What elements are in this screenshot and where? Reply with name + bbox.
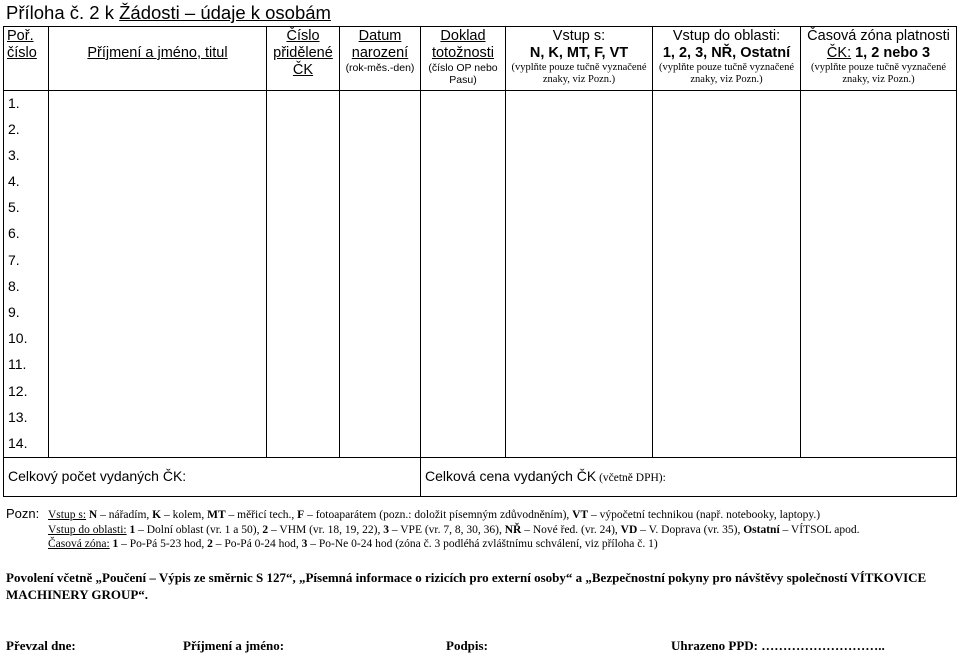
table-cell[interactable] [801, 405, 957, 431]
totals-row [4, 457, 957, 496]
header-zona: Časová zóna platnosti ČK: 1, 2 nebo 3 (vyplňte pouze tučně vyznačené znaky, viz Pozn.) [801, 27, 957, 91]
table-row [4, 117, 957, 143]
table-cell[interactable] [421, 274, 506, 300]
row-number: 5. [4, 195, 49, 221]
table-cell[interactable] [267, 352, 340, 378]
table-cell[interactable] [49, 91, 267, 117]
table-cell[interactable] [506, 169, 653, 195]
table-cell[interactable] [340, 431, 421, 457]
table-cell[interactable] [653, 169, 801, 195]
received-name-label: Příjmení a jméno: [183, 638, 285, 653]
permission-text: Povolení včetně „Poučení – Výpis ze směrnic S 127“, „Písemná informace o rizicích pro externí osoby“ a „Bezpečnostní pokyny pro návštěvy společností VÍTKOVICE MACHINERY GROUP“. [6, 570, 927, 602]
header-birth: Datum narození (rok-měs.-den) [340, 27, 421, 91]
table-row [4, 300, 957, 326]
table-row [4, 195, 957, 221]
table-cell[interactable] [340, 274, 421, 300]
notes-label: Pozn: [6, 506, 40, 521]
table-cell[interactable] [506, 379, 653, 405]
table-cell[interactable] [340, 326, 421, 352]
table-cell[interactable] [340, 300, 421, 326]
table-cell[interactable] [801, 91, 957, 117]
table-cell[interactable] [340, 143, 421, 169]
table-cell[interactable] [421, 431, 506, 457]
table-cell[interactable] [653, 379, 801, 405]
row-number: 8. [4, 274, 49, 300]
table-cell[interactable] [653, 352, 801, 378]
table-cell[interactable] [506, 117, 653, 143]
table-cell[interactable] [801, 300, 957, 326]
table-cell[interactable] [49, 274, 267, 300]
table-cell[interactable] [506, 405, 653, 431]
table-cell[interactable] [340, 379, 421, 405]
signature-label: Podpis: [446, 638, 488, 653]
table-row [4, 143, 957, 169]
table-cell[interactable] [506, 431, 653, 457]
table-cell[interactable] [421, 379, 506, 405]
table-cell[interactable] [49, 352, 267, 378]
table-cell[interactable] [267, 274, 340, 300]
table-cell[interactable] [340, 91, 421, 117]
table-cell[interactable] [653, 143, 801, 169]
table-cell[interactable] [267, 195, 340, 221]
table-cell[interactable] [340, 352, 421, 378]
header-ck: Číslo přidělené ČK [267, 27, 340, 91]
table-row [4, 248, 957, 274]
table-cell[interactable] [340, 221, 421, 247]
table-cell[interactable] [801, 352, 957, 378]
row-number: 6. [4, 221, 49, 247]
table-cell[interactable] [506, 300, 653, 326]
header-doc: Doklad totožnosti (číslo OP nebo Pasu) [421, 27, 506, 91]
total-count-cell[interactable]: Celkový počet vydaných ČK: [4, 457, 421, 496]
table-cell[interactable] [653, 117, 801, 143]
table-cell[interactable] [49, 169, 267, 195]
row-number: 14. [4, 431, 49, 457]
table-cell[interactable] [340, 117, 421, 143]
table-cell[interactable] [421, 169, 506, 195]
table-cell[interactable] [267, 326, 340, 352]
note-oblast: Vstup do oblasti: 1 – Dolní oblast (vr. 1 a 50), 2 – VHM (vr. 18, 19, 22), 3 – VPE (vr. 7, 8, 30, 36), NŘ – Nové řed. (vr. 24), VD – V. Doprava (vr. 35), Ostatní – VÍTSOL apod. [48, 523, 860, 536]
table-cell[interactable] [421, 195, 506, 221]
table-cell[interactable] [421, 117, 506, 143]
table-cell[interactable] [506, 326, 653, 352]
table-row [4, 274, 957, 300]
table-cell[interactable] [801, 195, 957, 221]
table-cell[interactable] [421, 352, 506, 378]
table-row [4, 405, 957, 431]
table-cell[interactable] [421, 326, 506, 352]
table-cell[interactable] [49, 117, 267, 143]
header-por: Poř. číslo [4, 27, 49, 91]
table-cell[interactable] [267, 379, 340, 405]
paid-label: Uhrazeno PPD: ……………………….. [671, 638, 885, 653]
table-cell[interactable] [653, 326, 801, 352]
table-row [4, 326, 957, 352]
table-cell[interactable] [506, 248, 653, 274]
table-cell[interactable] [801, 143, 957, 169]
header-row [4, 27, 957, 91]
table-cell[interactable] [506, 143, 653, 169]
table-cell[interactable] [49, 300, 267, 326]
table-cell[interactable] [801, 248, 957, 274]
header-oblast: Vstup do oblasti: 1, 2, 3, NŘ, Ostatní (vyplňte pouze tučně vyznačené znaky, viz Pozn.) [653, 27, 801, 91]
table-cell[interactable] [267, 169, 340, 195]
row-number: 10. [4, 326, 49, 352]
received-date-label: Převzal dne: [6, 638, 76, 653]
table-cell[interactable] [340, 169, 421, 195]
table-row [4, 91, 957, 117]
table-cell[interactable] [801, 221, 957, 247]
table-cell[interactable] [506, 195, 653, 221]
table-cell[interactable] [801, 431, 957, 457]
table-cell[interactable] [801, 117, 957, 143]
table-cell[interactable] [267, 300, 340, 326]
note-vstup: Vstup s: N – nářadím, K – kolem, MT – měřicí tech., F – fotoaparátem (pozn.: doložit písemným zdůvodněním), VT – výpočetní technikou (např. notebooky, laptopy.) [48, 509, 821, 521]
row-number: 13. [4, 405, 49, 431]
table-cell[interactable] [49, 143, 267, 169]
table-cell[interactable] [421, 221, 506, 247]
table-cell[interactable] [653, 274, 801, 300]
table-row [4, 352, 957, 378]
table-cell[interactable] [267, 405, 340, 431]
table-cell[interactable] [421, 405, 506, 431]
table-cell[interactable] [267, 117, 340, 143]
table-cell[interactable] [49, 221, 267, 247]
persons-table [3, 26, 957, 497]
table-cell[interactable] [267, 221, 340, 247]
table-cell[interactable] [801, 274, 957, 300]
header-name: Příjmení a jméno, titul [49, 27, 267, 91]
table-cell[interactable] [653, 300, 801, 326]
table-cell[interactable] [653, 431, 801, 457]
table-cell[interactable] [653, 221, 801, 247]
table-cell[interactable] [421, 143, 506, 169]
row-number: 9. [4, 300, 49, 326]
table-cell[interactable] [506, 274, 653, 300]
table-cell[interactable] [267, 431, 340, 457]
table-cell[interactable] [653, 91, 801, 117]
table-cell[interactable] [49, 248, 267, 274]
document-title: Příloha č. 2 k Žádosti – údaje k osobám [6, 2, 331, 23]
table-cell[interactable] [653, 405, 801, 431]
table-cell[interactable] [267, 143, 340, 169]
table-cell[interactable] [506, 221, 653, 247]
table-cell[interactable] [267, 248, 340, 274]
table-cell[interactable] [506, 91, 653, 117]
table-row [4, 431, 957, 457]
row-number: 3. [4, 143, 49, 169]
table-row [4, 221, 957, 247]
table-cell[interactable] [801, 379, 957, 405]
total-price-cell[interactable]: Celková cena vydaných ČK (včetně DPH): [421, 457, 957, 496]
row-number: 12. [4, 379, 49, 405]
table-cell[interactable] [801, 326, 957, 352]
table-cell[interactable] [653, 248, 801, 274]
table-row [4, 169, 957, 195]
table-cell[interactable] [49, 326, 267, 352]
row-number: 1. [4, 91, 49, 117]
table-cell[interactable] [49, 431, 267, 457]
note-zona: Časová zóna: 1 – Po-Pá 5-23 hod, 2 – Po-Pá 0-24 hod, 3 – Po-Ne 0-24 hod (zóna č. 3 podléhá zvláštnímu schválení, viz příloha č. 1) [48, 538, 658, 551]
table-cell[interactable] [49, 379, 267, 405]
table-cell[interactable] [801, 169, 957, 195]
header-vstup: Vstup s: N, K, MT, F, VT (vyplňte pouze tučně vyznačené znaky, viz Pozn.) [506, 27, 653, 91]
table-cell[interactable] [49, 405, 267, 431]
table-cell[interactable] [421, 300, 506, 326]
table-row [4, 379, 957, 405]
table-cell[interactable] [267, 91, 340, 117]
table-cell[interactable] [340, 405, 421, 431]
table-cell[interactable] [340, 248, 421, 274]
table-cell[interactable] [421, 248, 506, 274]
table-cell[interactable] [506, 352, 653, 378]
row-number: 4. [4, 169, 49, 195]
table-cell[interactable] [49, 195, 267, 221]
row-number: 2. [4, 117, 49, 143]
rows-body [4, 91, 957, 458]
table-cell[interactable] [421, 91, 506, 117]
row-number: 7. [4, 248, 49, 274]
table-cell[interactable] [653, 195, 801, 221]
table-cell[interactable] [340, 195, 421, 221]
row-number: 11. [4, 352, 49, 378]
